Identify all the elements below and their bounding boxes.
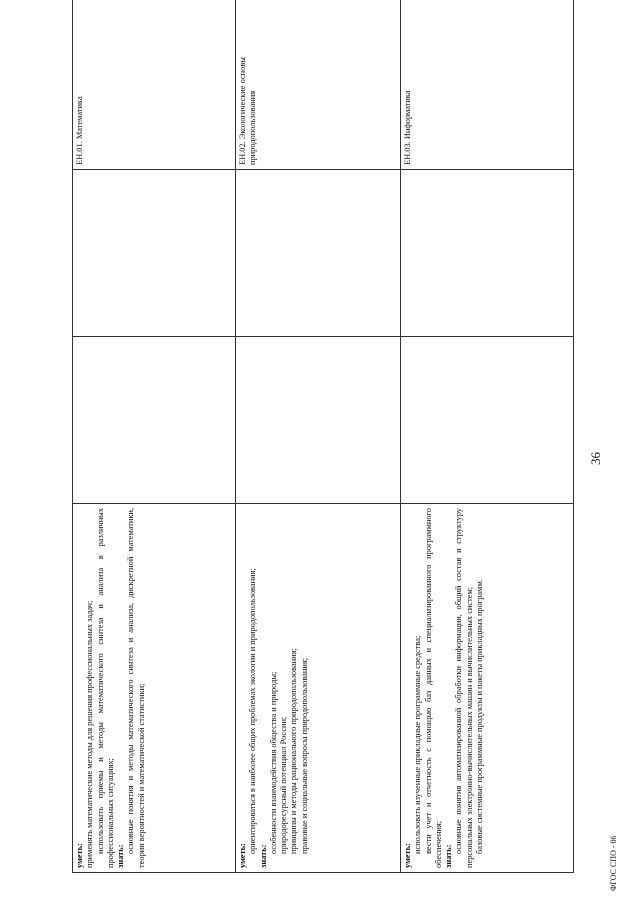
table-row (401, 0, 574, 873)
list-item: принципы и методы рационального природопользования; (289, 648, 299, 854)
footer-code: ФГОС СПО - 06 (609, 835, 618, 891)
discipline-cell: ЕН.02. Экологические основы природопользования (236, 0, 401, 170)
competency-table (72, 0, 574, 873)
list-item: основные понятия и методы математического синтеза и анализа, дискретной математики, теории вероятностей и математической статистики; (126, 508, 146, 868)
empty-cell (73, 170, 236, 337)
list-item: основные понятия автоматизированной обработки информации, общий состав и структуру персональных электронно-вычислительных машин и вычислительных систем; (454, 508, 474, 868)
list-item: особенности взаимодействия общества и природы; (268, 671, 278, 854)
requirements-cell (73, 504, 236, 873)
table-row (73, 0, 236, 873)
section-heading: уметь: (403, 843, 412, 868)
list-item: использовать изученные прикладные программные средства; (413, 635, 423, 854)
discipline-cell: ЕН.03. Информатика (401, 0, 574, 170)
section-heading: уметь: (75, 843, 84, 868)
list-item: применять математические методы для решения профессиональных задач; (85, 600, 95, 868)
list-item: использовать приемы и методы математического синтеза и анализа в различных профессиональных ситуациях; (95, 508, 115, 868)
empty-cell (401, 170, 574, 337)
section-heading: знать: (258, 844, 268, 868)
requirements-cell (236, 504, 401, 873)
list-item: ориентироваться в наиболее общих проблемах экологии и природопользования; (248, 568, 258, 854)
empty-cell (401, 337, 574, 504)
list-item: правовые и социальные вопросы природопользования; (299, 657, 309, 854)
requirements-cell (401, 504, 574, 873)
discipline-cell: ЕН.01. Математика (73, 0, 236, 170)
section-heading: знать: (444, 844, 454, 868)
section-heading: уметь: (238, 843, 247, 868)
list-item: базовые системные программные продукты и пакеты прикладных программ. (475, 579, 485, 854)
table-row (236, 0, 401, 873)
page-number: 36 (588, 452, 603, 465)
empty-cell (73, 337, 236, 504)
list-item: вести учет и отчетность с помощью баз данных и специализированного программного обеспечения; (423, 508, 443, 868)
list-item: природоресурсный потенциал России; (279, 716, 289, 854)
empty-cell (236, 170, 401, 337)
empty-cell (236, 337, 401, 504)
section-heading: знать: (116, 844, 126, 868)
